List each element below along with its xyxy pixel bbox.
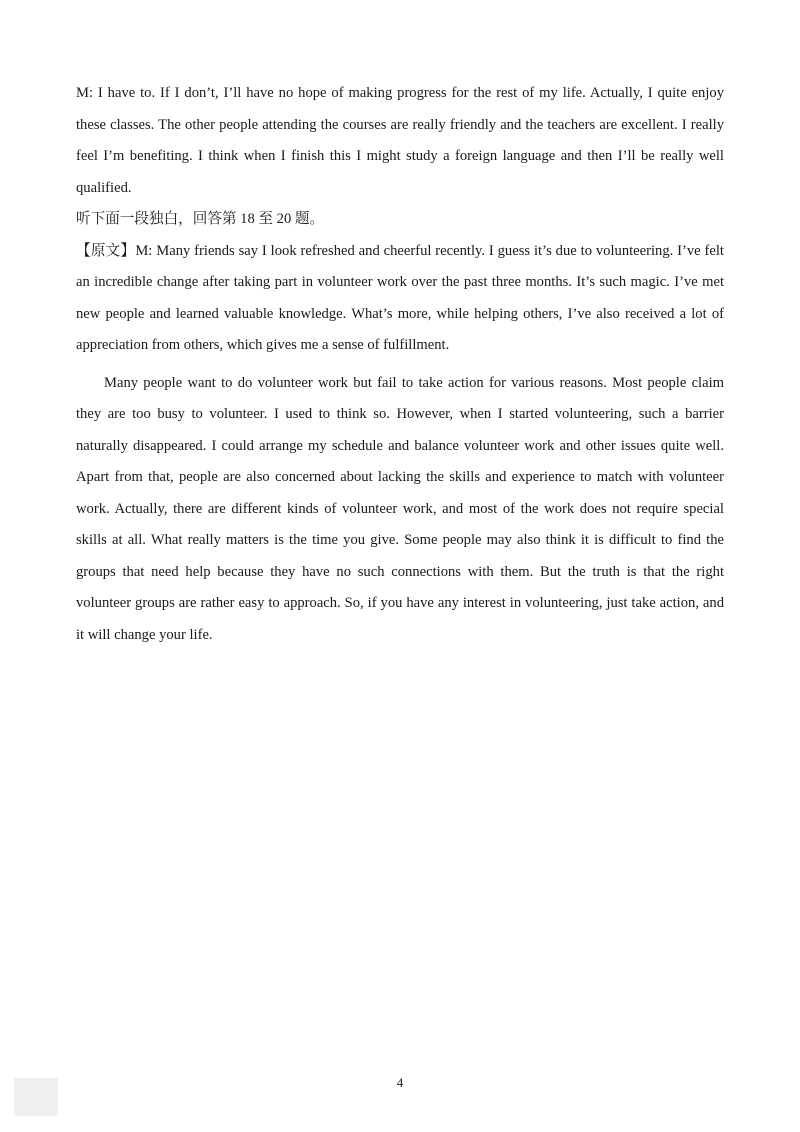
listening-instruction: 听下面一段独白，回答第 18 至 20 题。 [76,211,325,227]
monologue-paragraph-2: Many people want to do volunteer work but fail to take action for various reasons. Most people claim they are too busy to volunteer. I used to think so. However, when I started volunteering, such a barrier naturally disappeared. I could arrange my schedule and balance volunteer work and other issues quite well. Apart from that, people are also concerned about lacking the skills and experience to match with volunteer work. Actually, there are different kinds of volunteer work, and most of the work does not require special skills at all. What really matters is the time you give. Some people may also think it is difficult to find the groups that need help because they have no such connections with them. But the truth is that the right volunteer groups are rather easy to approach. So, if you have any interest in volunteering, just take action, and it will change your life. [76,374,724,643]
monologue-paragraph-1-text: M: Many friends say I look refreshed and cheerful recently. I guess it’s due to volunteering. I’ve felt an incredible change after taking part in volunteer work over the past three months. It’s such magic. I’ve met new people and learned valuable knowledge. What’s more, while helping others, I’ve also received a lot of appreciation from others, which gives me a sense of fulfillment. [76,242,724,353]
original-text-label: 【原文】 [76,242,136,259]
document-body [76,78,724,651]
corner-overlay [14,1078,58,1116]
monologue-paragraph-1 [76,236,724,362]
page-number: 4 [396,1075,404,1090]
dialogue-paragraph: M: I have to. If I don’t, I’ll have no hope of making progress for the rest of my life. Actually, I quite enjoy these classes. The other people attending the courses are really friendly and the teachers are excellent. I really feel I’m benefiting. I think when I finish this I might study a foreign language and then I’ll be really well qualified. [76,85,724,196]
